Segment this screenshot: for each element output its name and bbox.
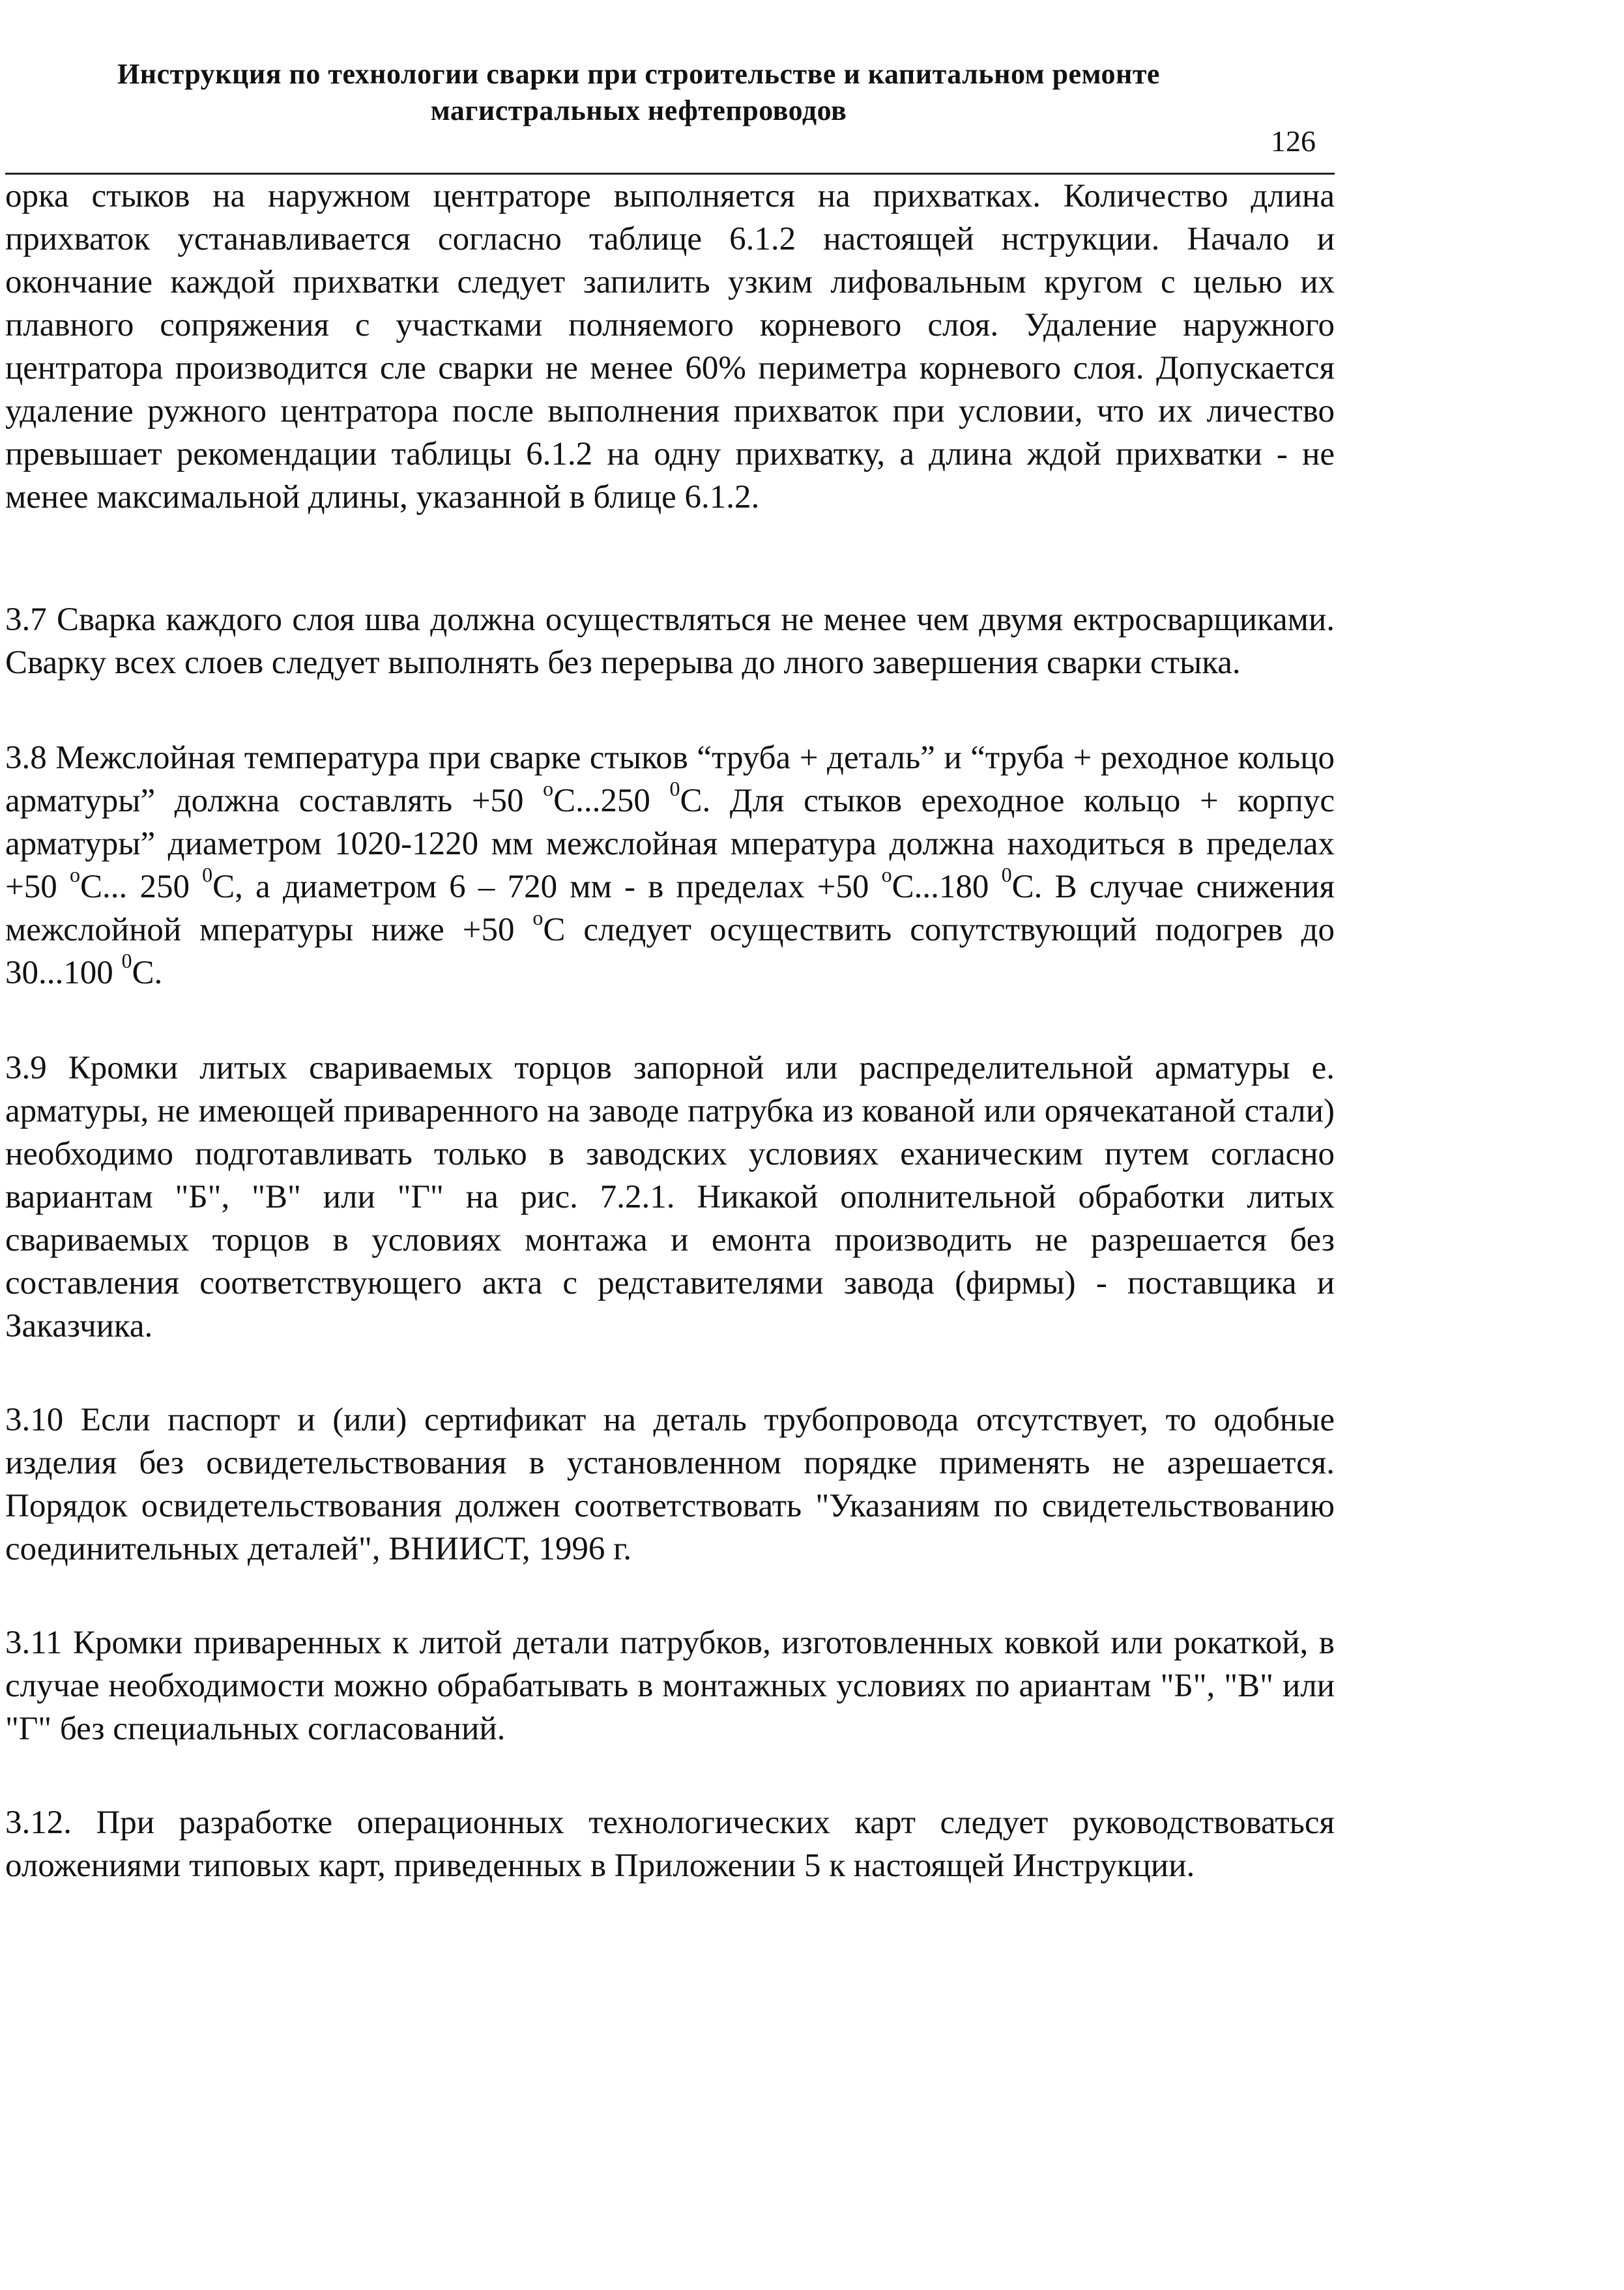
body-text bbox=[5, 175, 1335, 1887]
degree-sign: 0 bbox=[121, 949, 132, 972]
degree-sign: о bbox=[69, 863, 80, 886]
page-header bbox=[20, 56, 1258, 129]
p38-text-d: С... 250 bbox=[80, 869, 203, 905]
degree-sign: 0 bbox=[202, 863, 213, 886]
paragraph-3-11: 3.11 Кромки приваренных к литой детали патрубков, изготовленных ковкой или рокаткой, в случае необходимости можно обрабатывать в монтажных условиях по ариантам "Б", "В" или "Г" без специальных согласований. bbox=[5, 1625, 1335, 1747]
degree-sign: о bbox=[543, 777, 554, 800]
paragraph-tack-welds: орка стыков на наружном центраторе выполняется на прихватках. Количество длина прихваток устанавливается согласно таблице 6.1.2 настоящей нструкции. Начало и окончание каждой прихватки следует запилить узким лифовальным кругом с целью их плавного сопряжения с участками полняемого корневого слоя. Удаление наружного центратора производится сле сварки не менее 60% периметра корневого слоя. Допускается удаление ружного центратора после выполнения прихваток при условии, что их личество превышает рекомендации таблицы 6.1.2 на одну прихватку, а длина ждой прихватки - не менее максимальной длины, указанной в блице 6.1.2. bbox=[5, 178, 1335, 515]
paragraph-3-9: 3.9 Кромки литых свариваемых торцов запорной или распределительной арматуры е. арматуры, не имеющей приваренного на заводе патрубка из кованой или орячекатаной стали) необходимо подготавливать только в заводских условиях еханическим путем согласно вариантам "Б", "В" или "Г" на рис. 7.2.1. Никакой ополнительной обработки литых свариваемых торцов в условиях монтажа и емонта производить не разрешается без составления соответствующего акта с редставителями завода (фирмы) - поставщика и Заказчика. bbox=[5, 1050, 1335, 1344]
p38-text-c: С. Для стыков ереходное кольцо + корпус арматуры” диаметром 1020-1220 мм межслойная мпература должна находиться в пределах +50 bbox=[5, 783, 1335, 905]
paragraph-3-7: 3.7 Сварка каждого слоя шва должна осуществляться не менее чем двумя ектросварщиками. Сварку всех слоев следует выполнять без перерыва до лного завершения сварки стыка. bbox=[5, 601, 1335, 681]
paragraph-3-10: 3.10 Если паспорт и (или) сертификат на деталь трубопровода отсутствует, то одобные изделия без освидетельствования в установленном порядке применять не азрешается. Порядок освидетельствования должен соответствовать "Указаниям по свидетельствованию соединительных деталей", ВНИИСТ, 1996 г. bbox=[5, 1402, 1335, 1567]
header-title-line2: магистральных нефтепроводов bbox=[430, 94, 847, 126]
paragraph-3-12: 3.12. При разработке операционных технологических карт следует руководствоваться оложениями типовых карт, приведенных в Приложении 5 к настоящей Инструкции. bbox=[5, 1804, 1335, 1884]
p38-text-b: С...250 bbox=[553, 783, 670, 819]
p38-text-h: С следует осуществить сопутствующий подогрев до 30...100 bbox=[5, 912, 1335, 991]
p38-text-i: С. bbox=[132, 955, 163, 991]
header-title-line1: Инструкция по технологии сварки при строительстве и капитальном ремонте bbox=[117, 58, 1160, 90]
degree-sign: 0 bbox=[669, 777, 680, 800]
degree-sign: о bbox=[881, 863, 892, 886]
page-number: 126 bbox=[1271, 124, 1316, 158]
p38-text-g: С. В случае снижения межслойной мпературы ниже +50 bbox=[5, 869, 1335, 948]
p38-text-a: 3.8 Межслойная температура при сварке стыков “труба + деталь” и “труба + реходное кольцо арматуры” должна составлять +50 bbox=[5, 740, 1335, 819]
degree-sign: 0 bbox=[1001, 863, 1012, 886]
p38-text-f: С...180 bbox=[892, 869, 1002, 905]
paragraph-3-8 bbox=[5, 736, 1335, 994]
degree-sign: о bbox=[532, 906, 544, 929]
p38-text-e: С, а диаметром 6 – 720 мм - в пределах +50 bbox=[212, 869, 882, 905]
